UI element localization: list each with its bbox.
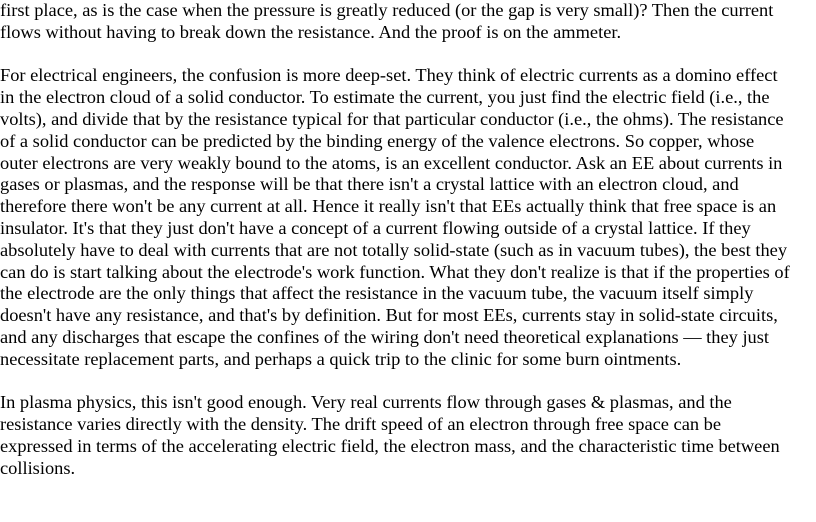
paragraph-plasma-physics: In plasma physics, this isn't good enough. Very real currents flow through gases & plasmas, and the resistance varies directly with the density. The drift speed of an electron through free space can be expressed in terms of the accelerating electric field, the electron mass, and the characteristic time between collisions. — [0, 392, 780, 478]
paragraph-pressure-gap: first place, as is the case when the pressure is greatly reduced (or the gap is very small)? Then the current flows without having to break down the resistance. And the proof is on the ammeter. — [0, 0, 774, 42]
paragraph-electrical-engineers: For electrical engineers, the confusion is more deep-set. They think of electric currents as a domino effect in the electron cloud of a solid conductor. To estimate the current, you just find the electric field (i.e., the volts), and divide that by the resistance typical for that particular conductor (i.e., the ohms). The resistance of a solid conductor can be predicted by the binding energy of the valence electrons. So copper, whose outer electrons are very weakly bound to the atoms, is an excellent conductor. Ask an EE about currents in gases or plasmas, and the response will be that there isn't a crystal lattice with an electron cloud, and therefore there won't be any current at all. Hence it really isn't that EEs actually think that free space is an insulator. It's that they just don't have a concept of a current flowing outside of a crystal lattice. If they absolutely have to deal with currents that are not totally solid-state (such as in vacuum tubes), the best they can do is start talking about the electrode's work function. What they don't realize is that if the properties of the electrode are the only things that affect the resistance in the vacuum tube, the vacuum itself simply doesn't have any resistance, and that's by definition. But for most EEs, currents stay in solid-state circuits, and any discharges that escape the confines of the wiring don't need theoretical explanations — they just necessitate replacement parts, and perhaps a quick trip to the clinic for some burn ointments. — [0, 65, 790, 369]
